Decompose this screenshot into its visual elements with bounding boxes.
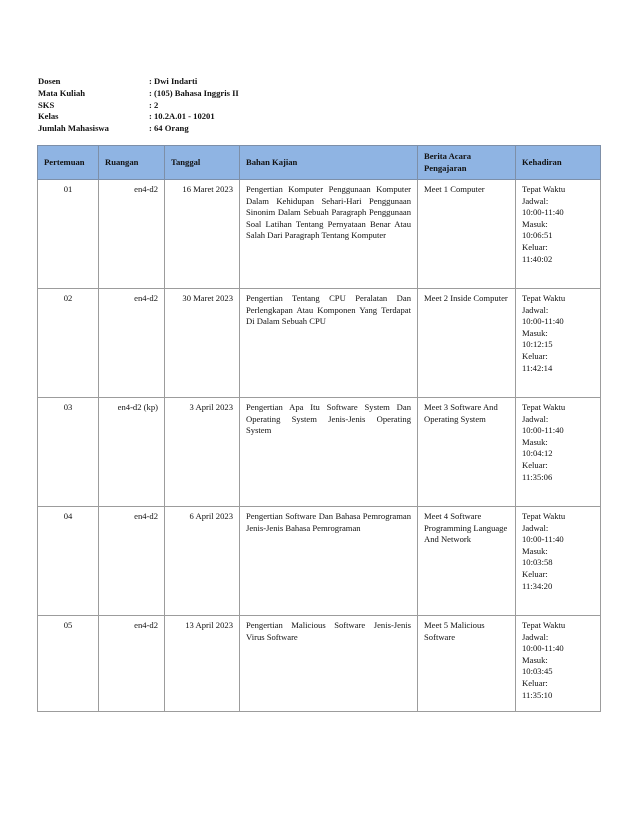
kehadiran-status: Tepat Waktu <box>522 293 566 303</box>
kehadiran-keluar-label: Keluar: <box>522 241 548 252</box>
kehadiran-keluar: 11:40:02 <box>522 253 553 264</box>
kehadiran-jadwal-label: Jadwal: <box>522 304 549 315</box>
kehadiran-jadwal: 10:00-11:40 <box>522 534 564 545</box>
info-value: : 10.2A.01 - 10201 <box>149 111 215 122</box>
kehadiran-masuk-label: Masuk: <box>522 545 548 556</box>
info-label: Dosen <box>38 76 61 86</box>
info-value: : 2 <box>149 99 159 110</box>
header-bahan-kajian: Bahan Kajian <box>240 146 418 180</box>
kehadiran-masuk-label: Masuk: <box>522 436 548 447</box>
kehadiran-masuk: 10:03:58 <box>522 557 553 568</box>
header-pertemuan: Pertemuan <box>38 146 99 180</box>
info-row-sks <box>38 100 239 112</box>
cell-tanggal: 13 April 2023 <box>165 616 240 712</box>
cell-bahan-kajian: Pengertian Apa Itu Software System Dan Operating System Jenis-Jenis Operating System <box>240 398 418 507</box>
info-row-mata-kuliah <box>38 88 239 100</box>
info-label: Jumlah Mahasiswa <box>38 123 109 134</box>
kehadiran-jadwal-label: Jadwal: <box>522 413 549 424</box>
cell-ruangan: en4-d2 <box>99 507 165 616</box>
kehadiran-masuk: 10:12:15 <box>522 339 553 350</box>
info-row-jumlah-mahasiswa <box>38 123 239 135</box>
info-label: Mata Kuliah <box>38 87 86 98</box>
cell-tanggal: 16 Maret 2023 <box>165 180 240 289</box>
cell-berita-acara: Meet 3 Software And Operating System <box>418 398 516 507</box>
cell-ruangan: en4-d2 <box>99 616 165 712</box>
kehadiran-masuk-label: Masuk: <box>522 327 548 338</box>
kehadiran-jadwal: 10:00-11:40 <box>522 316 564 327</box>
cell-berita-acara: Meet 4 Software Programming Language And Network <box>418 507 516 616</box>
kehadiran-jadwal-label: Jadwal: <box>522 631 549 642</box>
schedule-table <box>37 145 601 712</box>
kehadiran-jadwal: 10:00-11:40 <box>522 207 564 218</box>
table-row <box>38 289 601 398</box>
kehadiran-jadwal-label: Jadwal: <box>522 195 549 206</box>
kehadiran-keluar-label: Keluar: <box>522 459 548 470</box>
cell-tanggal: 3 April 2023 <box>165 398 240 507</box>
cell-tanggal: 6 April 2023 <box>165 507 240 616</box>
table-row <box>38 616 601 712</box>
kehadiran-status: Tepat Waktu <box>522 184 566 194</box>
cell-pertemuan: 01 <box>38 180 99 289</box>
cell-ruangan: en4-d2 <box>99 289 165 398</box>
cell-ruangan: en4-d2 (kp) <box>99 398 165 507</box>
table-row <box>38 180 601 289</box>
kehadiran-status: Tepat Waktu <box>522 511 566 521</box>
kehadiran-masuk: 10:06:51 <box>522 230 553 241</box>
info-value: : Dwi Indarti <box>149 76 198 86</box>
cell-bahan-kajian: Pengertian Software Dan Bahasa Pemrograman Jenis-Jenis Bahasa Pemrograman <box>240 507 418 616</box>
info-value: : 64 Orang <box>149 123 189 134</box>
cell-kehadiran <box>516 180 601 289</box>
cell-pertemuan: 02 <box>38 289 99 398</box>
table-row <box>38 398 601 507</box>
table-row <box>38 507 601 616</box>
kehadiran-status: Tepat Waktu <box>522 620 566 630</box>
course-info <box>38 76 239 135</box>
cell-kehadiran <box>516 289 601 398</box>
kehadiran-keluar: 11:34:20 <box>522 580 553 591</box>
table-header-row <box>38 146 601 180</box>
cell-kehadiran <box>516 398 601 507</box>
cell-kehadiran <box>516 507 601 616</box>
kehadiran-jadwal: 10:00-11:40 <box>522 425 564 436</box>
kehadiran-jadwal-label: Jadwal: <box>522 522 549 533</box>
kehadiran-masuk-label: Masuk: <box>522 218 548 229</box>
kehadiran-keluar-label: Keluar: <box>522 350 548 361</box>
kehadiran-keluar-label: Keluar: <box>522 568 548 579</box>
info-label: SKS <box>38 99 55 110</box>
info-row-dosen <box>38 76 239 88</box>
kehadiran-masuk-label: Masuk: <box>522 654 548 665</box>
info-row-kelas <box>38 111 239 123</box>
kehadiran-masuk: 10:04:12 <box>522 448 553 459</box>
cell-berita-acara: Meet 5 Malicious Software <box>418 616 516 712</box>
kehadiran-status: Tepat Waktu <box>522 402 566 412</box>
info-value: : (105) Bahasa Inggris II <box>149 87 239 98</box>
cell-bahan-kajian: Pengertian Tentang CPU Peralatan Dan Perlengkapan Atau Komponen Yang Terdapat Di Dalam Sebuah CPU <box>240 289 418 398</box>
kehadiran-jadwal: 10:00-11:40 <box>522 643 564 654</box>
cell-kehadiran <box>516 616 601 712</box>
header-ruangan: Ruangan <box>99 146 165 180</box>
cell-bahan-kajian: Pengertian Komputer Penggunaan Komputer Dalam Kehidupan Sehari-Hari Penggunaan Sinonim Dalam Sebuah Paragraph Penggunaan Soal Latihan Tentang Pernyataan Benar Atau Salah Dari Paragraph Tentang Komputer <box>240 180 418 289</box>
kehadiran-masuk: 10:03:45 <box>522 666 553 677</box>
kehadiran-keluar: 11:35:06 <box>522 471 553 482</box>
kehadiran-keluar: 11:35:10 <box>522 689 553 700</box>
cell-pertemuan: 05 <box>38 616 99 712</box>
info-label: Kelas <box>38 111 59 122</box>
kehadiran-keluar-label: Keluar: <box>522 677 548 688</box>
cell-ruangan: en4-d2 <box>99 180 165 289</box>
cell-pertemuan: 04 <box>38 507 99 616</box>
cell-pertemuan: 03 <box>38 398 99 507</box>
cell-berita-acara: Meet 1 Computer <box>418 180 516 289</box>
header-tanggal: Tanggal <box>165 146 240 180</box>
cell-bahan-kajian: Pengertian Malicious Software Jenis-Jenis Virus Software <box>240 616 418 712</box>
cell-berita-acara: Meet 2 Inside Computer <box>418 289 516 398</box>
kehadiran-keluar: 11:42:14 <box>522 362 553 373</box>
cell-tanggal: 30 Maret 2023 <box>165 289 240 398</box>
header-berita-acara: Berita Acara Pengajaran <box>418 146 516 180</box>
header-kehadiran: Kehadiran <box>516 146 601 180</box>
